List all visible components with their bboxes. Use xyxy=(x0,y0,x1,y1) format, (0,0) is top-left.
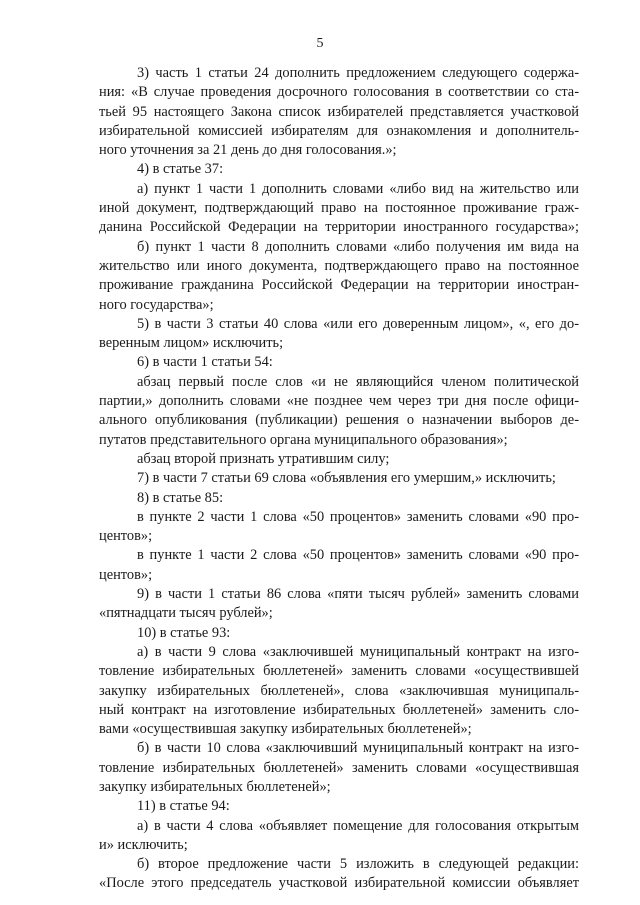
text-line: 10) в статье 93: xyxy=(137,624,231,641)
text-line: 7) в части 7 статьи 69 слова «объявления его умершим,» исключить; xyxy=(137,470,556,487)
text-line: а) в части 4 слова «объявляет помещение для голосования открытым xyxy=(137,817,579,834)
document-body xyxy=(99,64,579,894)
text-line: а) в части 9 слова «заключившей муниципальный контракт на изго- xyxy=(137,643,579,660)
text-line: б) пункт 1 части 8 дополнить словами «либо получения им вида на xyxy=(137,238,579,255)
page-number: 5 xyxy=(316,36,324,51)
text-line: «После этого председатель участковой избирательной комиссии объявляет xyxy=(99,875,579,892)
text-line: путатов представительного органа муниципального образования»; xyxy=(99,431,508,448)
text-line: абзац первый после слов «и не являющийся членом политической xyxy=(137,373,579,390)
text-line: данина Российской Федерации на территории иностранного государства»; xyxy=(99,219,579,236)
text-line: 3) часть 1 статьи 24 дополнить предложением следующего содержа- xyxy=(137,65,579,81)
text-line: 4) в статье 37: xyxy=(137,161,224,178)
text-line: веренным лицом» исключить; xyxy=(99,335,284,352)
text-line: 5) в части 3 статьи 40 слова «или его доверенным лицом», «, его до- xyxy=(137,315,579,332)
text-line: в пункте 1 части 2 слова «50 процентов» заменить словами «90 про- xyxy=(137,547,579,564)
text-line: б) в части 10 слова «заключивший муниципальный контракт на изго- xyxy=(137,740,579,757)
text-line: 8) в статье 85: xyxy=(137,489,224,506)
text-line: абзац второй признать утратившим силу; xyxy=(137,450,390,467)
text-line: избирательной комиссией избирателям для ознакомления и дополнитель- xyxy=(99,122,579,139)
text-line: вами «осуществившая закупку избирательных бюллетеней»; xyxy=(99,721,472,738)
text-line: товление избирательных бюллетеней» заменить словами «осуществившей xyxy=(99,663,579,680)
text-line: ного уточнения за 21 день до дня голосования.»; xyxy=(99,142,397,159)
text-line: «пятнадцати тысяч рублей»; xyxy=(99,605,273,622)
text-line: и» исключить; xyxy=(99,836,188,853)
text-line: центов»; xyxy=(99,566,153,583)
text-line: жительство или иного документа, подтверждающего право на постоянное xyxy=(99,257,579,274)
text-line: ния: «В случае проведения досрочного голосования в соответствии со ста- xyxy=(99,84,579,101)
text-line: б) второе предложение части 5 изложить в следующей редакции: xyxy=(137,856,579,873)
text-line: тьей 95 настоящего Закона список избирателей представляется участковой xyxy=(99,103,579,120)
text-line: 6) в части 1 статьи 54: xyxy=(137,354,273,371)
text-line: закупку избирательных бюллетеней»; xyxy=(99,778,331,795)
text-line: в пункте 2 части 1 слова «50 процентов» заменить словами «90 про- xyxy=(137,508,579,525)
text-line: проживание гражданина Российской Федерации на территории иностран- xyxy=(99,277,579,294)
text-line: ального опубликования (публикации) решения о назначении выборов де- xyxy=(99,412,579,429)
text-line: ного государства»; xyxy=(99,296,214,313)
text-line: а) пункт 1 части 1 дополнить словами «либо вид на жительство или xyxy=(137,180,579,197)
text-line: иной документ, подтверждающий право на постоянное проживание граж- xyxy=(99,200,579,217)
text-line: ный контракт на изготовление избирательных бюллетеней» заменить сло- xyxy=(99,701,579,718)
text-line: партии,» дополнить словами «не позднее чем через три дня после офици- xyxy=(99,393,579,410)
text-line: товление избирательных бюллетеней» заменить словами «осуществившая xyxy=(99,759,579,776)
text-line: центов»; xyxy=(99,528,153,545)
text-line: 11) в статье 94: xyxy=(137,798,230,815)
text-line: 9) в части 1 статьи 86 слова «пяти тысяч рублей» заменить словами xyxy=(137,586,579,603)
text-line: закупку избирательных бюллетеней», слова «заключившая муниципаль- xyxy=(99,682,579,699)
